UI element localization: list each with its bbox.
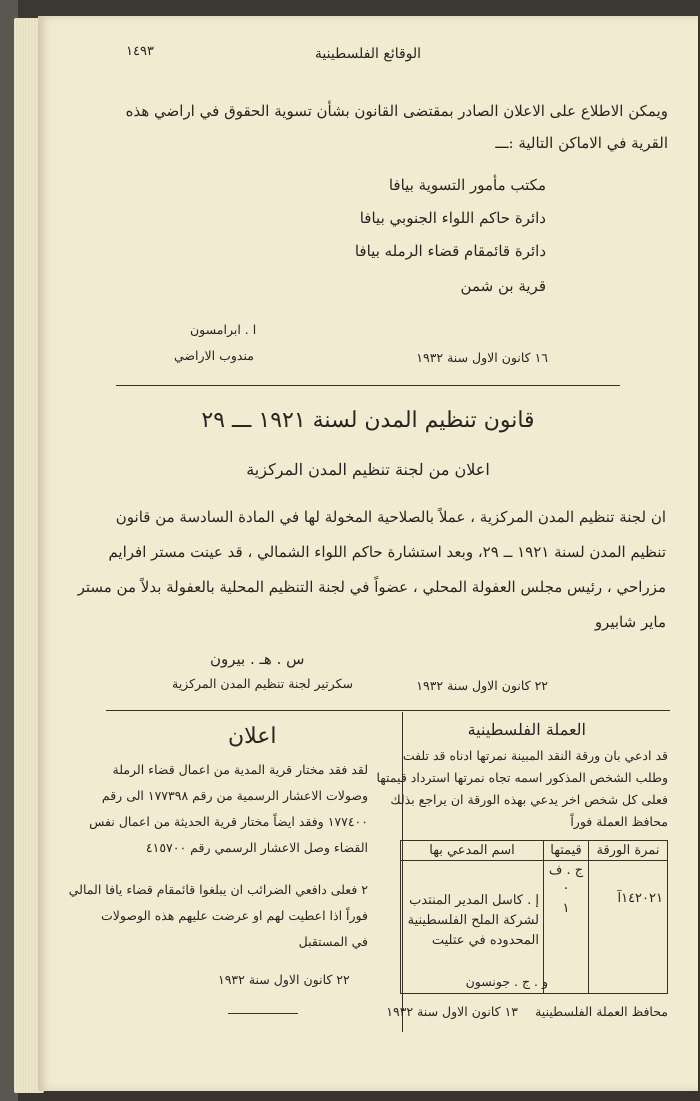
law-title: قانون تنظيم المدن لسنة ١٩٢١ ـــ ٢٩ — [201, 408, 535, 433]
law-line: مزراحي ، رئيس مجلس العفولة المحلي ، عضواً في لجنة التنظيم المحلية بالعفولة بدلاً من مستر — [77, 578, 666, 596]
gazette-page — [38, 16, 698, 1091]
notice1-line1: ويمكن الاطلاع على الاعلان الصادر بمقتضى القانون بشأن تسوية الحقوق في اراضي هذه — [125, 102, 668, 120]
notice1-date: ١٦ كانون الاول سنة ١٩٣٢ — [416, 350, 548, 365]
announcement-line: وصولات الاعشار الرسمية من رقم ١٧٧٣٩٨ الى رقم — [101, 788, 368, 803]
table-header-row — [401, 841, 668, 861]
place-item: دائرة حاكم اللواء الجنوبي بيافا — [359, 209, 546, 227]
announcement-line: القضاء وصل الاعشار الرسمي رقم ٤١٥٧٠٠ — [145, 840, 368, 855]
page-number: ١٤٩٣ — [126, 44, 154, 59]
law-subtitle: اعلان من لجنة تنظيم المدن المركزية — [246, 460, 490, 479]
place-item: مكتب مأمور التسوية بيافا — [388, 176, 546, 194]
currency-table — [400, 840, 668, 994]
currency-line: محافظ العملة فوراً — [570, 814, 668, 829]
divider — [106, 710, 670, 711]
announcement-date: ٢٢ كانون الاول سنة ١٩٣٢ — [218, 972, 350, 987]
currency-line: وطلب الشخص المذكور اسمه تجاه نمرتها استرداد قيمتها — [376, 770, 668, 785]
announcement-line: ١٧٧٤٠٠ وفقد ايضاً مختار قرية الحديثة من اعمال نفس — [89, 814, 368, 829]
divider — [116, 385, 620, 386]
law-date: ٢٢ كانون الاول سنة ١٩٣٢ — [416, 678, 548, 693]
law-line: تنظيم المدن لسنة ١٩٢١ ــ ٢٩، وبعد استشارة حاكم اللواء الشمالي ، قد عينت مستر افرايم — [108, 543, 666, 561]
cell-number: ١٤٢٠٢١آ — [589, 861, 668, 994]
currency-date: ١٣ كانون الاول سنة ١٩٣٢ — [386, 1004, 518, 1019]
cell-value — [544, 861, 589, 994]
law-signer-title: سكرتير لجنة تنظيم المدن المركزية — [172, 676, 353, 691]
claimant-line: لشركة الملح الفلسطينية — [407, 913, 539, 928]
col-header-number: نمرة الورقة — [589, 841, 668, 861]
notice1-signer-name: ا . ابرامسون — [190, 322, 257, 337]
col-header-claimant: اسم المدعي بها — [401, 841, 544, 861]
law-line: ماير شابيرو — [594, 613, 666, 631]
col-header-value: قيمتها — [544, 841, 589, 861]
claimant-line: إ . كاسل المدير المنتدب — [409, 893, 539, 908]
place-item: قرية بن شمن — [460, 277, 546, 295]
short-divider — [228, 1013, 298, 1014]
announcement-line: في المستقبل — [298, 934, 368, 949]
notice1-line2: القرية في الاماكن التالية :ـــ — [495, 134, 668, 152]
currency-title: العملة الفلسطينية — [467, 720, 586, 739]
notice1-signer-title: مندوب الاراضي — [174, 348, 254, 363]
currency-line: فعلى كل شخص اخر يدعي بهذه الورقة ان يراجع بذلك — [390, 792, 668, 807]
announcement-line: فوراً اذا اعطيت لهم او عرضت عليهم هذه الوصولات — [101, 908, 368, 923]
header-title: الوقائع الفلسطينية — [314, 46, 422, 62]
currency-signer-title: محافظ العملة الفلسطينية — [535, 1004, 668, 1019]
law-signer-name: س . هـ . بيرون — [210, 650, 305, 668]
announcement-title: اعلان — [228, 724, 277, 749]
currency-line: قد ادعي بان ورقة النقد المبينة نمرتها ادناه قد تلفت — [402, 748, 668, 763]
value-text: ١ — [562, 901, 570, 916]
announcement-line: لقد فقد مختار قرية المدية من اعمال قضاء الرملة — [112, 762, 368, 777]
claimant-line: المحدوده في عتليت — [431, 933, 539, 948]
place-item: دائرة قائمقام قضاء الرمله بيافا — [354, 242, 546, 260]
unit-label: ج . ف . — [548, 863, 584, 893]
currency-signer-name: و . ج . جونسون — [465, 974, 548, 989]
announcement-line: ٢ فعلى دافعي الضرائب ان يبلغوا قائمقام قضاء يافا المالي — [68, 882, 368, 897]
law-line: ان لجنة تنظيم المدن المركزية ، عملاً بالصلاحية المخولة لها في المادة السادسة من قانون — [115, 508, 666, 526]
